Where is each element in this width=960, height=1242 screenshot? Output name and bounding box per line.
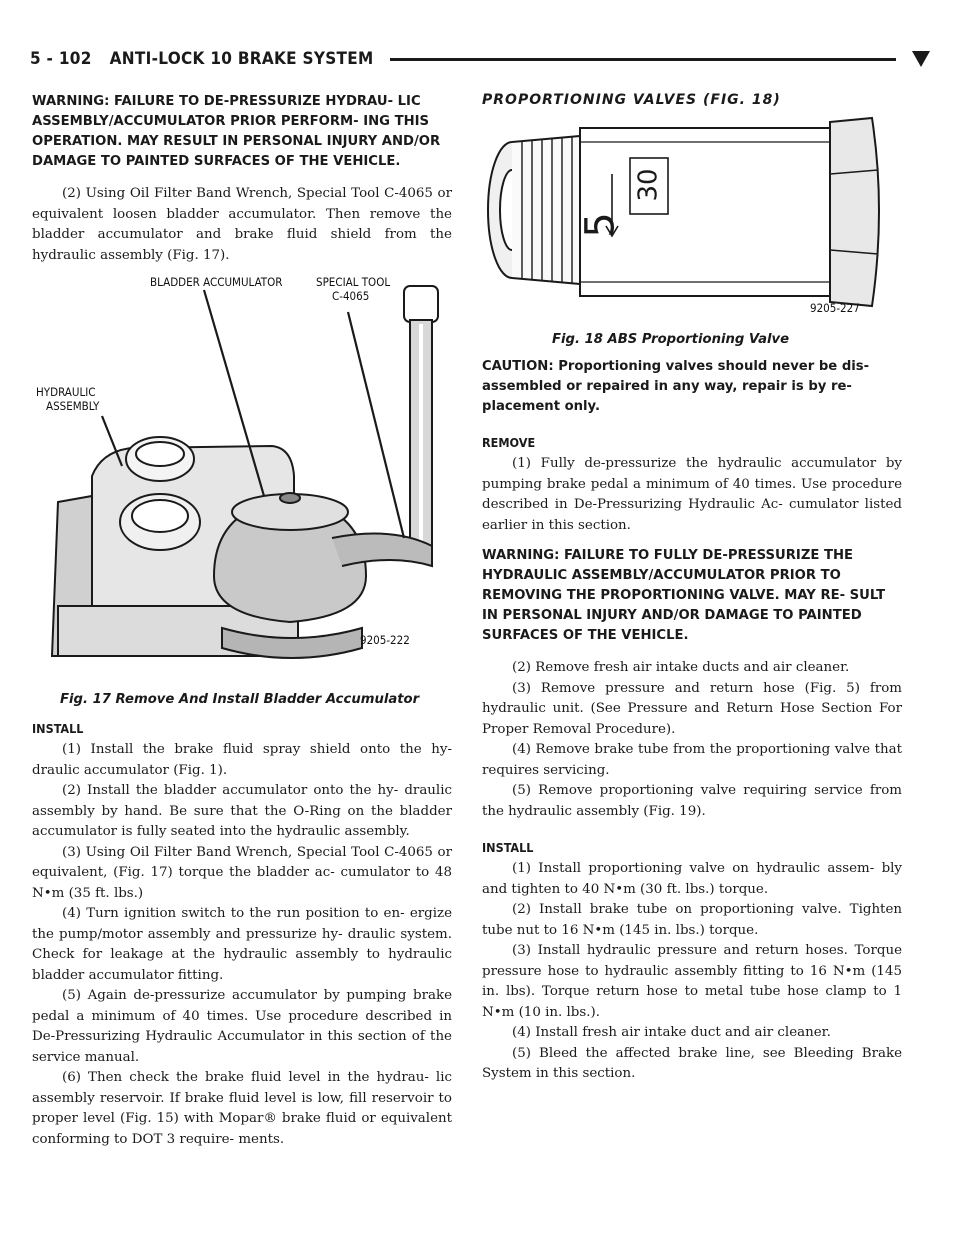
install-step-4: (4) Turn ignition switch to the run position to en- ergize the pump/motor assembly and pressurize hy- draulic system. Check for leakage at the hydraulic assembly to hydraulic bladder accumulator fitting.	[32, 906, 452, 983]
remove-step-2: (2) Remove fresh air intake ducts and air cleaner.	[512, 660, 850, 675]
valve-marking-30: 30	[633, 168, 664, 202]
label-hydraulic: HYDRAULIC	[36, 385, 96, 399]
install-step-6: (6) Then check the brake fluid level in the hydrau- lic assembly reservoir. If brake fluid level is low, fill reservoir to proper level (Fig. 15) with Mopar® brake fluid or equivalent conforming to DOT 3 require- ments.	[32, 1070, 452, 1147]
install-valve-step-3: (3) Install hydraulic pressure and return hoses. Torque pressure hose to hydraulic assembly fitting to 16 N•m (145 in. lbs). Torque return hose to metal tube hose clamp to 1 N•m (10 in. lbs.).	[482, 943, 902, 1020]
label-special-tool: SPECIAL TOOL	[316, 275, 391, 289]
remove-step-3: (3) Remove pressure and return hose (Fig. 5) from hydraulic unit. (See Pressure and Return Hose Section For Proper Removal Procedure).	[482, 680, 902, 737]
figure-17	[32, 276, 452, 688]
figure-18	[482, 114, 902, 328]
install-valve-step-1: (1) Install proportioning valve on hydraulic assem- bly and tighten to 40 N•m (30 ft. lbs.) torque.	[482, 861, 902, 897]
remove-step-5: (5) Remove proportioning valve requiring service from the hydraulic assembly (Fig. 19).	[482, 783, 902, 819]
install-step-1: (1) Install the brake fluid spray shield onto the hy- draulic accumulator (Fig. 1).	[32, 742, 452, 778]
remove-heading: REMOVE	[482, 435, 536, 450]
remove-step-2: (2) Using Oil Filter Band Wrench, Special Tool C-4065 or equivalent loosen bladder accumulator. Then remove the bladder accumulator and brake fluid shield from the hydraulic assembly (Fig. 17).	[32, 186, 452, 263]
proportioning-valves-heading: PROPORTIONING VALVES (FIG. 18)	[482, 92, 781, 108]
warning-proportioning-valve: WARNING: FAILURE TO FULLY DE-PRESSURIZE THE HYDRAULIC ASSEMBLY/ACCUMULATOR PRIOR TO REMOVING THE PROPORTIONING VALVE. MAY RE- SULT IN PERSONAL INJURY AND/OR DAMAGE TO PAINTED SURFACES OF THE VEHICLE.	[482, 548, 886, 643]
section-title: ANTI-LOCK 10 BRAKE SYSTEM	[109, 49, 374, 69]
bladder-accumulator-illustration	[32, 276, 452, 688]
proportioning-valve-illustration	[482, 114, 902, 328]
figure-17-number: 9205-222	[360, 633, 410, 647]
label-assembly: ASSEMBLY	[46, 399, 100, 413]
install-heading-right: INSTALL	[482, 840, 534, 855]
install-step-3: (3) Using Oil Filter Band Wrench, Special Tool C-4065 or equivalent, (Fig. 17) torque the bladder ac- cumulator to 48 N•m (35 ft. lbs.)	[32, 844, 452, 901]
header-rule	[390, 58, 896, 61]
caution-proportioning: CAUTION: Proportioning valves should never be dis- assembled or repaired in any way, repair is by re- placement only.	[482, 359, 870, 414]
triangle-marker-icon	[912, 51, 930, 67]
left-column	[32, 92, 452, 1150]
page-number: 5 - 102	[30, 49, 92, 69]
label-special-tool-number: C-4065	[332, 289, 370, 303]
install-valve-step-2: (2) Install brake tube on proportioning valve. Tighten tube nut to 16 N•m (145 in. lbs.) torque.	[482, 902, 902, 938]
install-step-5: (5) Again de-pressurize accumulator by pumping brake pedal a minimum of 40 times. Use procedure described in De-Pressurizing Hydraulic Accumulator in this section of the service manual.	[32, 988, 452, 1065]
figure-18-number: 9205-227	[810, 301, 860, 315]
figure-17-caption: Fig. 17 Remove And Install Bladder Accumulator	[60, 692, 420, 707]
label-bladder-accumulator: BLADDER ACCUMULATOR	[150, 275, 283, 289]
install-valve-step-4: (4) Install fresh air intake duct and air cleaner.	[512, 1025, 831, 1040]
remove-step-1: (1) Fully de-pressurize the hydraulic accumulator by pumping brake pedal a minimum of 40 times. Use procedure described in De-Pressurizing Hydraulic Ac- cumulator listed earlier in this section.	[482, 456, 902, 533]
figure-18-caption: Fig. 18 ABS Proportioning Valve	[552, 332, 790, 347]
remove-step-4: (4) Remove brake tube from the proportioning valve that requires servicing.	[482, 742, 902, 778]
install-valve-step-5: (5) Bleed the affected brake line, see Bleeding Brake System in this section.	[482, 1045, 902, 1081]
install-heading-left: INSTALL	[32, 721, 84, 736]
install-step-2: (2) Install the bladder accumulator onto the hy- draulic assembly by hand. Be sure that the O-Ring on the bladder accumulator is fully seated into the hydraulic assembly.	[32, 783, 452, 839]
page-header	[30, 44, 930, 74]
warning-depressurize: WARNING: FAILURE TO DE-PRESSURIZE HYDRAU- LIC ASSEMBLY/ACCUMULATOR PRIOR PERFORM- ING THIS OPERATION. MAY RESULT IN PERSONAL INJURY AND/OR DAMAGE TO PAINTED SURFACES OF THE VEHICLE.	[32, 94, 441, 169]
right-column	[482, 92, 902, 1085]
valve-marking-5: 5	[577, 212, 624, 238]
